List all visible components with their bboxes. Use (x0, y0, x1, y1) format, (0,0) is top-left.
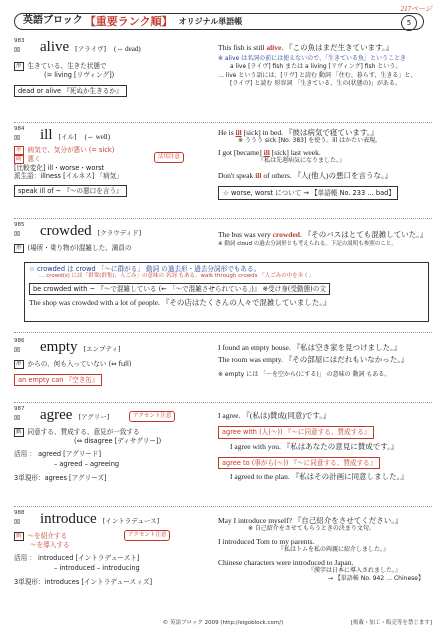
conjugation: 活用 ： agreed [アグリード] (14, 450, 102, 459)
checkbox-icon[interactable]: ☒ (14, 46, 21, 54)
divider (14, 332, 432, 333)
section-badge: 5 (401, 15, 417, 31)
definition-column (14, 532, 204, 586)
entry-number: 983 (14, 38, 25, 44)
conjugation-badge: 活用注意 (154, 152, 184, 163)
headword (40, 338, 121, 357)
checkbox-icon[interactable]: ☒ (14, 134, 21, 142)
conjugation: – introduced – introducing (54, 564, 140, 573)
usage-note: ※ empty には 「～を空から(にする)」 の意味の 動詞 もある。 (218, 370, 391, 378)
accent-badge: アクセント注意 (129, 411, 175, 422)
phrase-box (14, 85, 127, 97)
pos-tag: 形 (16, 63, 22, 69)
page-header (14, 13, 424, 30)
example-sentence: I got [became] ill [sick] last week. (218, 147, 321, 157)
usage-note: ※ 動詞 cloud の過去分詞形とも考えられる。下記の説明も参照のこと。 (218, 241, 397, 248)
panel-line: be crowded with ~ 『～で混雑している (← 「～で混雑させられている」)』 ※受け身(受動態)の文 (29, 283, 424, 295)
derivative: 派生語：illness [イルネス] 「病気」 (14, 171, 123, 180)
checkbox-icon[interactable]: ☒ (14, 346, 21, 354)
header-subtitle: オリジナル単語帳 (178, 16, 243, 26)
headword-text: introduce (40, 511, 97, 527)
example-sentence: I agree. 『(私は)賛成(同意)です。』 (218, 411, 331, 420)
copyright: © 英語ブロック 2009 (http://eigoblock.com/) (162, 620, 284, 626)
example-column (218, 516, 432, 582)
example-column (218, 128, 432, 200)
usage-note: … live という語には、[リヴ] と読む 動詞 「住む、暮らす、生きる」と、 (218, 72, 417, 80)
conjugation: 活用 ： introduced [イントラデュースト] (14, 554, 140, 563)
divider (14, 402, 432, 403)
example-sentence: The room was empty. 『その部屋にはだれもいなかった。』 (218, 355, 409, 365)
definition-column: 動 同意する、賛成する、意見が一致する (⇔ disagree [ディサグリー]) 活用 ： agreed [アグリード] – agreed – agreeing 3単現形：agrees [アグリーズ] (14, 428, 204, 482)
example-translation: 『私はトムを私の両親に紹介しました。』 (278, 546, 390, 554)
entry-number: 986 (14, 338, 25, 344)
header-title: 【重要ランク順】 (84, 14, 173, 28)
reference-panel: ☆ worse, worst について → 【単語帳 No. 233 … bad】 (218, 186, 398, 200)
phrase-text: dead or alive 『死ぬか生きるか』 (18, 87, 123, 96)
phrase-box: agree to (事がら(～)) 『～に同意する、賛成する』 (218, 457, 380, 469)
antonym: (⇔ disagree [ディサグリー]) (74, 436, 162, 445)
headword (40, 222, 141, 241)
definition-column (14, 62, 204, 97)
example-sentence: He is ill [sick] in bed. 『彼は病気で寝ています。』 (218, 128, 379, 137)
usage-note: a live [ライヴ] fish または a living [リヴィング] fish という。 (230, 62, 402, 70)
pronunciation: [アライヴ] (75, 45, 107, 53)
definition-column (14, 146, 204, 197)
cross-reference: → 【単語帳 No. 942 … Chinese】 (328, 574, 424, 582)
headword-text: alive (40, 39, 70, 55)
definition: 形 病気で、気分が悪い (= sick) (16, 146, 115, 154)
third-person: 3単現形：introduces [イントラデュースィズ] (14, 577, 153, 586)
usage-note: ※ 自己紹介をさせてもらうときの決まり文句。 (248, 525, 375, 533)
rights-notice: [掲載・加工・販売等を禁じます] (350, 620, 432, 626)
example-sentence: This fish is still alive. 『この魚はまだ生きています。』 (218, 43, 394, 52)
pronunciation: [エンプティ] (83, 345, 121, 353)
definition: 動 ～を紹介する (16, 532, 68, 540)
checkbox-icon[interactable]: ☒ (14, 518, 21, 526)
third-person: 3単現形：agrees [アグリーズ] (14, 473, 107, 482)
headword-text: empty (40, 339, 78, 355)
header-brand: 英語ブロック (23, 15, 83, 27)
divider (14, 506, 432, 507)
example-column (218, 43, 432, 87)
panel-line: … crowd(s) には「群衆(群集)、人ごみ」の意味の 名詞 もある。walk through crowds 「人ごみの中を歩く」 (39, 273, 315, 280)
headword (40, 510, 159, 529)
antonym: (⇔ dead) (114, 45, 141, 53)
page-number: 217ページ (400, 5, 432, 13)
entry-number: 984 (14, 126, 25, 132)
pronunciation: [イントラデュース] (102, 517, 160, 525)
example-column (218, 411, 432, 482)
entry-alive (14, 38, 432, 118)
definition-column: 形 からの、何も入っていない (⇔ full) an empty can 『空き缶』 (14, 360, 204, 386)
headword (40, 406, 109, 425)
pronunciation: [クラウディド] (97, 229, 142, 237)
entry-introduce (14, 510, 432, 618)
example-sentence: The bus was very crowded. 『そのバスはとても混雑していた。』 (218, 230, 428, 239)
definition: 同意する、賛成する、意見が一致する (27, 428, 140, 436)
checkbox-icon[interactable]: ☒ (14, 414, 21, 422)
example-sentence: I introduced Tom to my parents. (218, 536, 315, 546)
entry-agree (14, 406, 432, 506)
entry-ill (14, 126, 432, 216)
footer (0, 620, 446, 627)
entry-crowded (14, 222, 432, 332)
entry-number: 988 (14, 510, 25, 516)
example-column (218, 230, 432, 248)
example-sentence: I found an empty house. 『私は空き家を見つけました。』 (218, 343, 402, 352)
example-sentence: Don't speak ill of others. 『人(他人)の悪口を言うな。』 (218, 170, 393, 180)
checkbox-icon[interactable]: ☒ (14, 230, 21, 238)
definition: ～を導入する (30, 540, 70, 549)
grammar-panel (24, 262, 429, 322)
definition-column: 形 (場所・乗り物が)混雑した、満員の (16, 244, 132, 252)
headword-text: agree (40, 407, 73, 423)
usage-note: ※ alive は名詞の前には使えないので、「生きている魚」ということき (218, 55, 406, 63)
example-sentence: I agreed to the plan. 『私はその計画に同意しました。』 (230, 472, 408, 482)
pronunciation: [イル] (58, 133, 77, 141)
entry-number: 985 (14, 222, 25, 228)
headword (40, 126, 110, 145)
definition: からの、何も入っていない (⇔ full) (27, 360, 132, 368)
definition: 副 悪く (16, 154, 41, 163)
example-sentence: Chinese characters were introduced to Japan. (218, 557, 354, 567)
divider (14, 122, 432, 123)
headword-text: ill (40, 127, 53, 143)
example-sentence: I agree with you. 『私はあなたの意見に賛成です。』 (230, 441, 399, 451)
usage-note: ※ ううう sick [No. 383] を使う。ill はかたい表現。 (238, 137, 382, 145)
phrase-box: agree with (人(～)) 『～に同意する、賛成する』 (218, 426, 374, 438)
conjugation: – agreed – agreeing (54, 460, 120, 469)
definition: (場所・乗り物が)混雑した、満員の (27, 244, 132, 252)
panel-line: The shop was crowded with a lot of people. 『その店はたくさんの人々で混雑していました。』 (29, 298, 331, 308)
example-translation: 『漢字は日本に導入されました。』 (308, 567, 402, 575)
accent-badge: アクセント注意 (124, 530, 170, 541)
antonym: (⇔ well) (84, 133, 111, 141)
usage-note: [ライヴ] と読む 形容詞 「生きている、生の(状態の)」がある。 (230, 79, 401, 87)
example-translation: 『私は先週病気になりました。』 (258, 157, 346, 165)
synonym: (= living [リヴィング]) (44, 70, 115, 79)
phrase-box: an empty can 『空き缶』 (14, 374, 102, 386)
headword-text: crowded (40, 223, 92, 239)
example-sentence: May I introduce myself? 『自己紹介をさせてください。』 (218, 516, 403, 525)
pronunciation: [アグリー] (78, 413, 110, 421)
comparison: [比較変化] ill・worse・worst (14, 163, 105, 172)
phrase-box: speak ill of ~ 『～の悪口を言う』 (14, 185, 127, 197)
definition: 生きている、生きた状態で (27, 62, 107, 70)
example-column (218, 343, 432, 378)
entry-number: 987 (14, 406, 25, 412)
divider (14, 218, 432, 219)
headword (40, 38, 141, 57)
entry-empty (14, 338, 432, 400)
panel-line: ☆ crowded は crowd 「～に群がる」 動詞 の過去形・過去分詞形でもある。 (29, 265, 261, 273)
